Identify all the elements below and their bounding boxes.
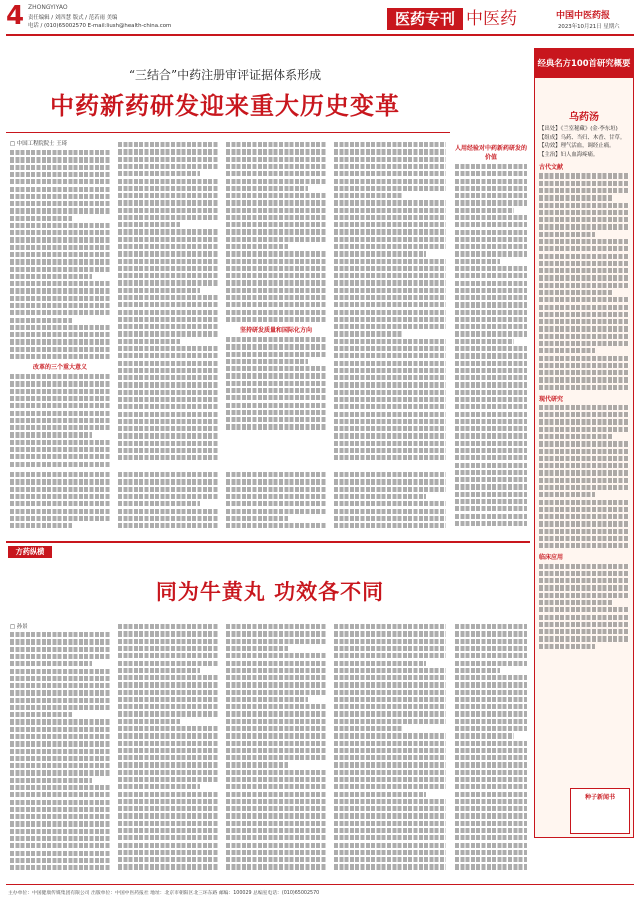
article-columns-bottom (10, 470, 446, 536)
sidebar-head-ancient: 古代文献 (539, 164, 564, 172)
lower-column-2 (118, 622, 218, 878)
subhead-reform-significance: 改革的三个重大意义 (32, 364, 87, 372)
sidebar-title: 经典名方100首研究概要 (534, 48, 634, 78)
article-column-5-text (455, 140, 527, 536)
sidebar-head-modern: 现代研究 (539, 395, 564, 403)
editor-line: 责任编辑 / 刘四慧 版式 / 范若雨 美编 (28, 15, 118, 21)
page-label: ZHONGYIYAO (28, 4, 68, 11)
lower-headline: 同为牛黄丸 功效各不同 (155, 579, 385, 604)
article-column-1 (10, 148, 110, 470)
article-column-3 (226, 140, 326, 470)
article-headline: 中药新药研发迎来重大历史变革 (50, 91, 400, 120)
lower-column-4 (334, 622, 446, 878)
footer-rule (6, 884, 634, 885)
subhead-human-experience: 人用经验对中药新药研发的价值 (455, 145, 527, 161)
footer-text: 主办单位：中国健康传媒集团有限公司 出版单位：中国中医药报社 地址：北京市朝阳区北三环东路 邮编：100029 总编室电话：(010)65002570 (8, 891, 320, 896)
page-number: 4 (6, 1, 25, 31)
phone-line: 电话 / (010)65002570 E-mail:liush@health-china.com (28, 23, 172, 29)
sidebar-item-composition: 【组成】乌药、当归、木香、甘草。 (539, 134, 626, 141)
sidebar-head-clinical: 临床应用 (539, 554, 564, 562)
section-badge: 医药专刊 (387, 8, 463, 30)
article-byline: □ 中国工程院院士 王琦 (10, 141, 68, 147)
lower-column-1 (10, 630, 110, 878)
article-column-4 (334, 140, 446, 470)
date-line: 2023年10月21日 星期六 (558, 24, 620, 30)
lower-column-5 (455, 622, 527, 878)
sidebar-item-indication: 【主治】妇人血海疼痛。 (539, 151, 599, 158)
article-kicker: “三结合”中药注册审评证据体系形成 (128, 68, 322, 82)
sidebar-content (539, 124, 629, 651)
newspaper-name: 中国中医药报 (556, 11, 611, 21)
ad-text: 种子新闻书 (584, 794, 615, 801)
lower-section-tag: 方药纵横 (8, 546, 52, 558)
header-rule (6, 34, 634, 36)
headline-rule (6, 132, 450, 133)
article-column-2 (118, 140, 218, 470)
sidebar-item-effect: 【功效】理气活血，调经止痛。 (539, 143, 615, 150)
subhead-quality-international: 坚持研发质量和国际化方向 (239, 327, 312, 335)
lower-section-rule (6, 541, 530, 543)
sidebar-item-source: 【出处】《兰室秘藏》(金·李东垣) (539, 126, 618, 132)
lower-byline: □ 孙景 (10, 624, 28, 630)
lower-column-3 (226, 622, 326, 878)
sidebar-subtitle: 乌药汤 (569, 112, 599, 123)
section-title: 中医药 (466, 9, 517, 29)
